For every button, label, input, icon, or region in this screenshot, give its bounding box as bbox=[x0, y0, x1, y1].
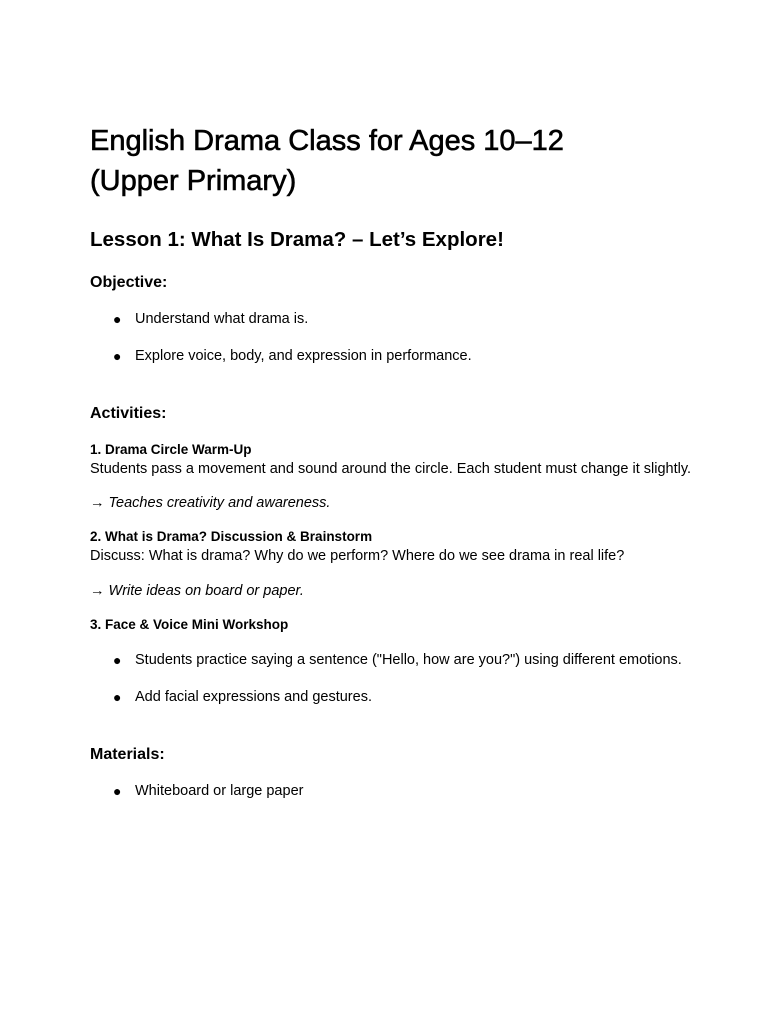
document-title-line-2: (Upper Primary) bbox=[90, 165, 297, 197]
objective-item bbox=[90, 347, 730, 384]
materials-list bbox=[90, 782, 730, 819]
activity-3-item-text: Students practice saying a sentence ("Hello, how are you?") using different emotions. bbox=[135, 652, 682, 668]
activity-3-list bbox=[90, 651, 730, 725]
materials-heading: Materials: bbox=[90, 746, 165, 763]
activity-2-note bbox=[90, 582, 304, 600]
bullet-icon: ● bbox=[113, 311, 122, 327]
objective-item bbox=[90, 310, 730, 347]
materials-item-text: Whiteboard or large paper bbox=[135, 783, 304, 799]
activities-heading: Activities: bbox=[90, 405, 167, 422]
objective-list bbox=[90, 310, 730, 384]
activity-2-note-text: Write ideas on board or paper. bbox=[108, 583, 304, 599]
document-title-line-1: English Drama Class for Ages 10–12 bbox=[90, 125, 564, 157]
objective-item-text: Explore voice, body, and expression in performance. bbox=[135, 348, 472, 364]
arrow-icon: → bbox=[90, 583, 105, 599]
activity-1-title: 1. Drama Circle Warm-Up bbox=[90, 442, 252, 457]
materials-item bbox=[90, 782, 730, 819]
activity-3-title: 3. Face & Voice Mini Workshop bbox=[90, 617, 289, 632]
bullet-icon: ● bbox=[113, 652, 122, 668]
activity-2-description: Discuss: What is drama? Why do we perform? Where do we see drama in real life? bbox=[90, 548, 625, 564]
activity-1-note bbox=[90, 494, 330, 512]
bullet-icon: ● bbox=[113, 783, 122, 799]
activity-1-note-text: Teaches creativity and awareness. bbox=[108, 495, 331, 511]
document-title bbox=[90, 121, 690, 201]
activity-2-title: 2. What is Drama? Discussion & Brainstorm bbox=[90, 529, 373, 544]
bullet-icon: ● bbox=[113, 689, 122, 705]
lesson-title: Lesson 1: What Is Drama? – Let’s Explore! bbox=[90, 228, 504, 251]
activity-1-description: Students pass a movement and sound around the circle. Each student must change it slightly. bbox=[90, 461, 692, 477]
objective-item-text: Understand what drama is. bbox=[135, 311, 309, 327]
bullet-icon: ● bbox=[113, 348, 122, 364]
objective-heading: Objective: bbox=[90, 274, 168, 291]
arrow-icon: → bbox=[90, 495, 105, 511]
activity-3-item bbox=[90, 651, 730, 688]
activity-3-item bbox=[90, 688, 730, 725]
activity-3-item-text: Add facial expressions and gestures. bbox=[135, 689, 372, 705]
